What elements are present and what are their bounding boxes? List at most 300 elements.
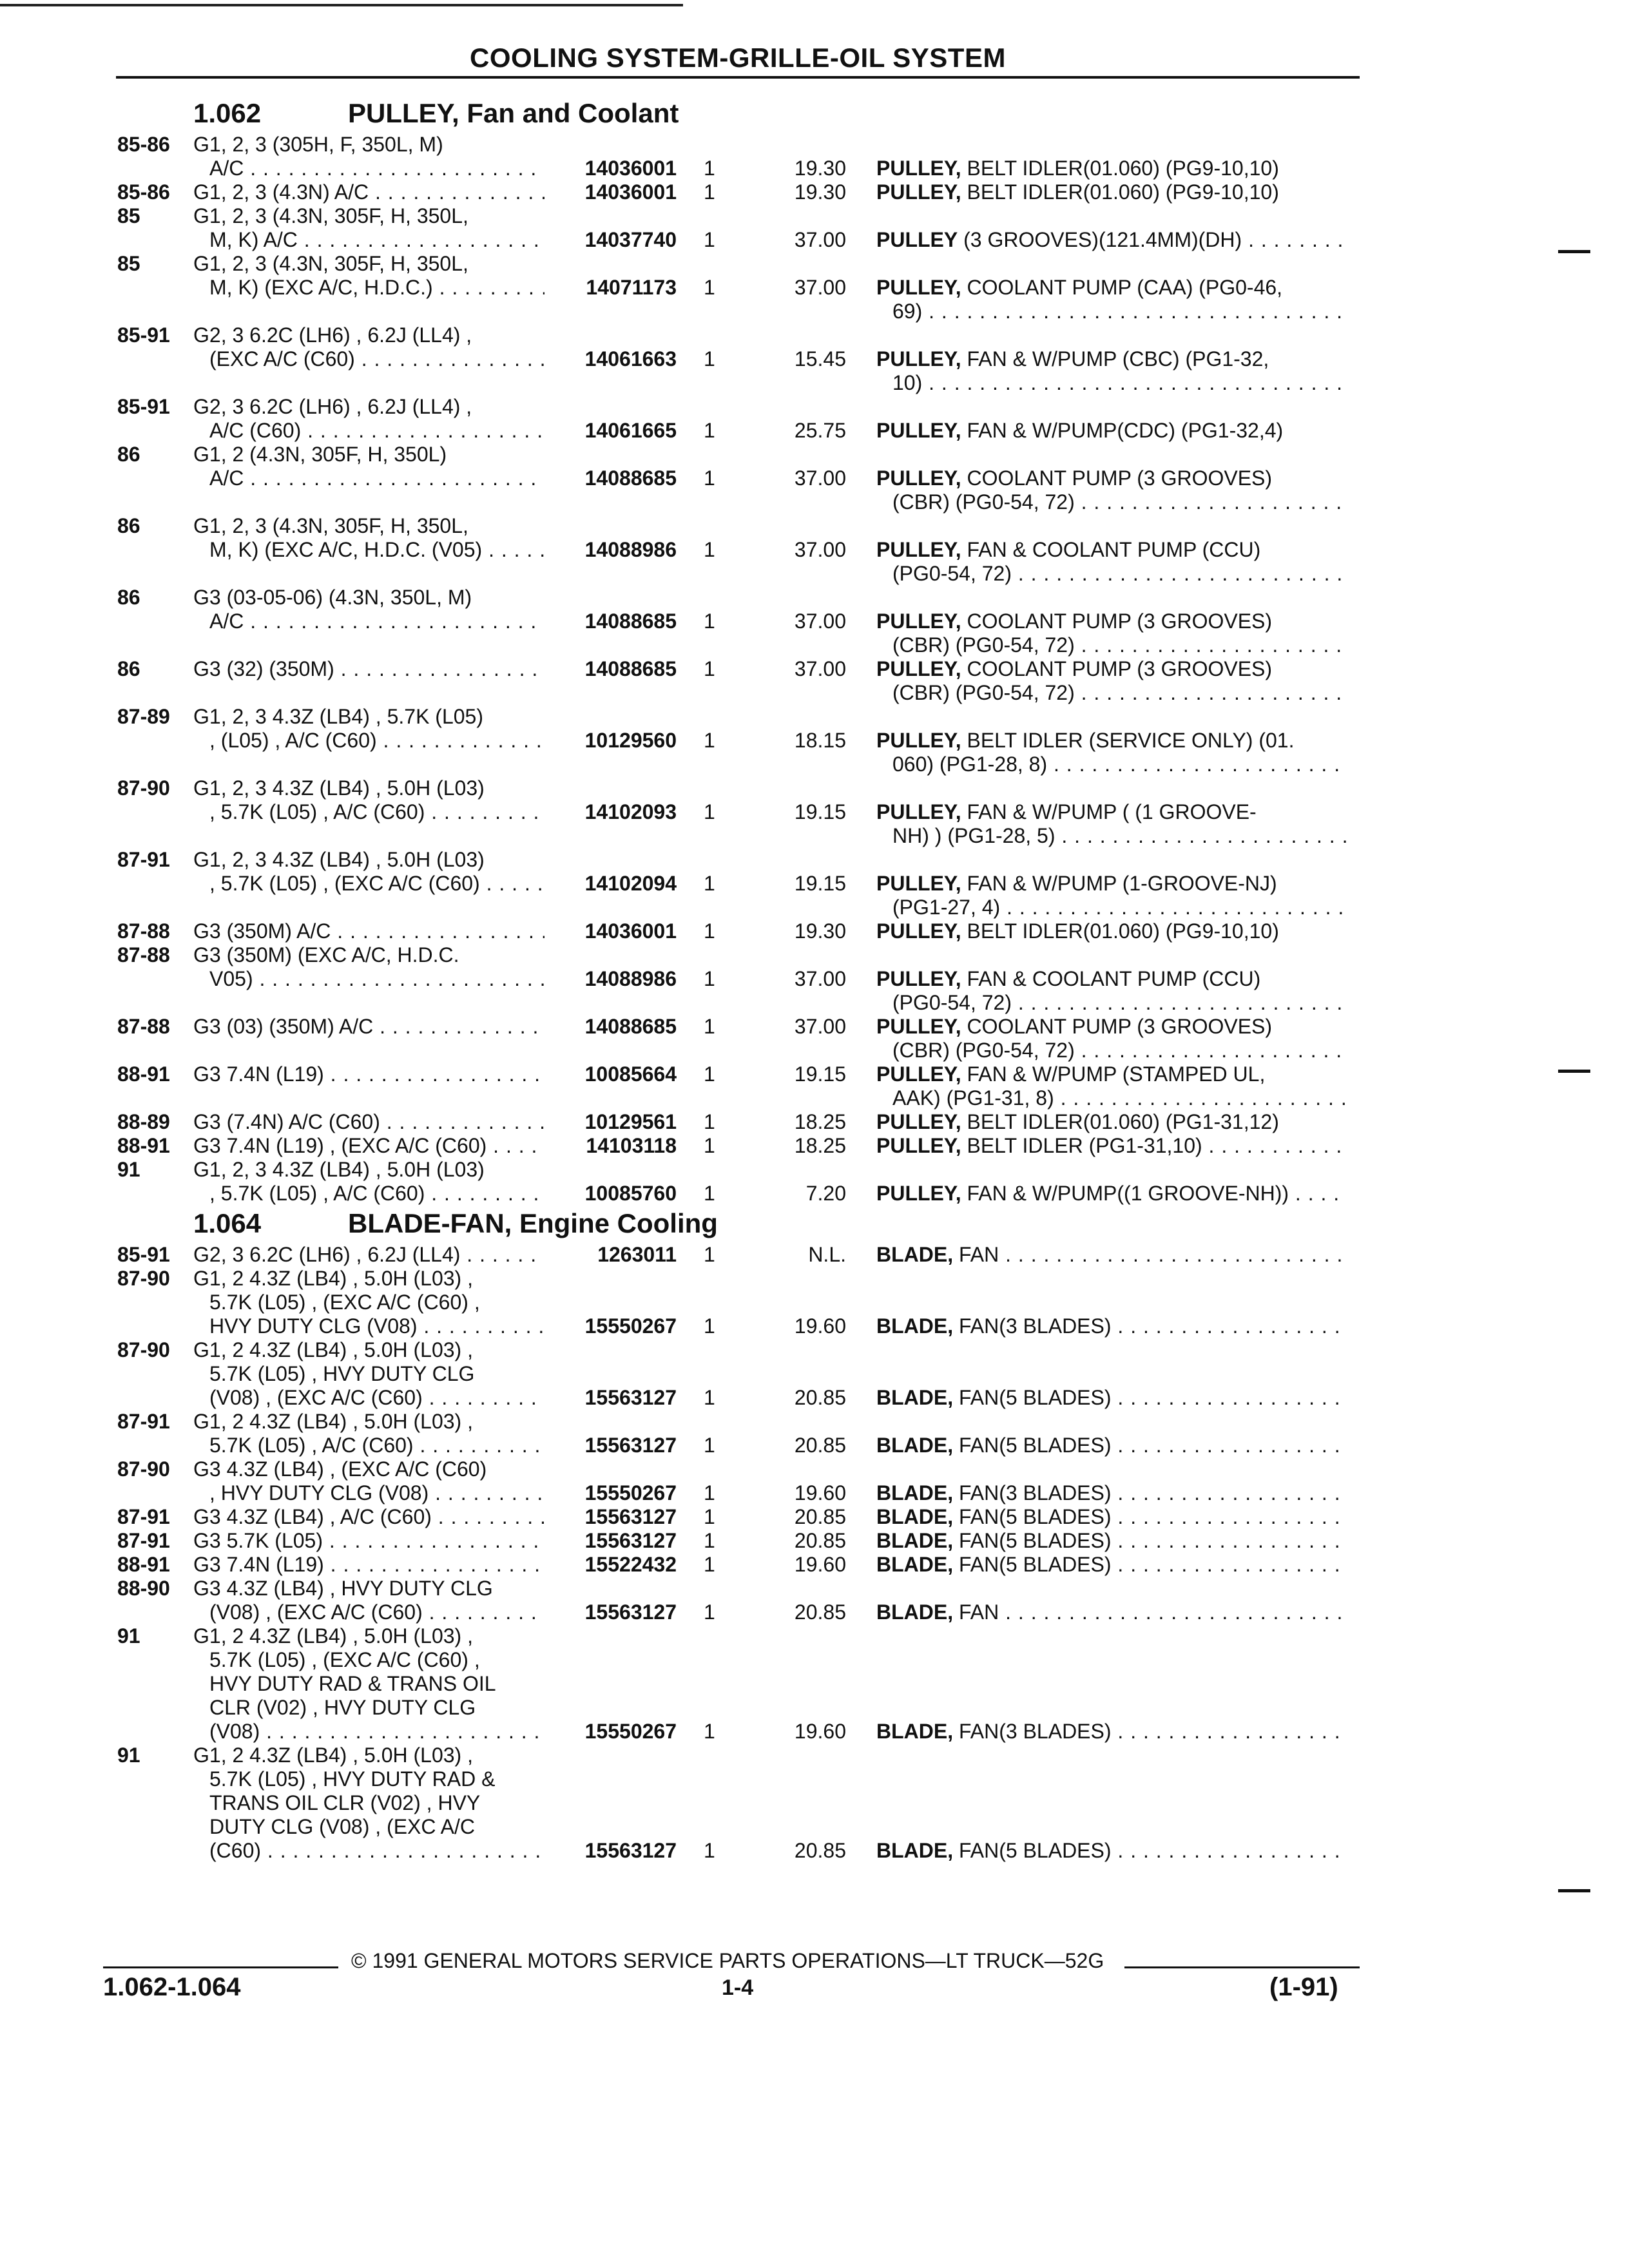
application-text: TRANS OIL CLR (V02) , HVY bbox=[209, 1791, 481, 1814]
quantity: 1 bbox=[704, 967, 715, 990]
application-text: G3 7.4N (L19) . . . bbox=[193, 1062, 545, 1086]
model-years: 88-91 bbox=[117, 1062, 170, 1086]
quantity: 1 bbox=[704, 657, 715, 680]
price: 19.30 bbox=[794, 919, 846, 943]
section-heading bbox=[0, 1206, 1629, 1243]
description-keyword: PULLEY, bbox=[876, 729, 961, 752]
description-keyword: PULLEY, bbox=[876, 347, 961, 370]
application-text: G3 4.3Z (LB4) , HVY DUTY CLG bbox=[193, 1577, 493, 1600]
description-keyword: BLADE, bbox=[876, 1529, 954, 1552]
part-description: BLADE, FAN(3 BLADES) . . . bbox=[876, 1481, 1347, 1505]
parts-entry bbox=[0, 776, 1629, 848]
part-number: 15563127 bbox=[584, 1839, 677, 1862]
entry-line bbox=[0, 228, 1629, 252]
part-number: 15550267 bbox=[584, 1314, 677, 1338]
parts-entry bbox=[0, 204, 1629, 252]
application-text: G1, 2 4.3Z (LB4) , 5.0H (L03) , bbox=[193, 1267, 473, 1290]
application-text: DUTY CLG (V08) , (EXC A/C bbox=[209, 1815, 475, 1838]
price: 37.00 bbox=[794, 466, 846, 490]
parts-entry bbox=[0, 1110, 1629, 1134]
footer-section-range: 1.062-1.064 bbox=[103, 1973, 241, 2001]
price: 37.00 bbox=[794, 228, 846, 251]
application-text: G1, 2, 3 4.3Z (LB4) , 5.7K (L05) bbox=[193, 705, 483, 728]
part-description: 69) . . . bbox=[892, 300, 1347, 323]
description-keyword: PULLEY, bbox=[876, 1182, 961, 1205]
part-description: PULLEY, COOLANT PUMP (CAA) (PG0-46, bbox=[876, 276, 1283, 299]
quantity: 1 bbox=[704, 729, 715, 752]
description-keyword: BLADE, bbox=[876, 1434, 954, 1457]
entry-line bbox=[0, 371, 1629, 395]
application-text: G1, 2, 3 4.3Z (LB4) , 5.0H (L03) bbox=[193, 848, 485, 871]
entry-line bbox=[0, 157, 1629, 180]
entry-line bbox=[0, 1338, 1629, 1362]
entry-line bbox=[0, 300, 1629, 323]
model-years: 87-89 bbox=[117, 705, 170, 728]
description-keyword: PULLEY, bbox=[876, 276, 961, 299]
price: 37.00 bbox=[794, 538, 846, 561]
entry-line bbox=[0, 1815, 1629, 1839]
parts-entry bbox=[0, 1457, 1629, 1505]
quantity: 1 bbox=[704, 1015, 715, 1038]
part-number: 14088986 bbox=[584, 538, 677, 561]
entry-line bbox=[0, 729, 1629, 753]
quantity: 1 bbox=[704, 1553, 715, 1576]
parts-entry bbox=[0, 514, 1629, 586]
description-keyword: PULLEY bbox=[876, 228, 958, 251]
model-years: 87-91 bbox=[117, 1505, 170, 1528]
description-keyword: BLADE, bbox=[876, 1600, 954, 1624]
parts-catalog-body bbox=[0, 95, 1629, 1863]
part-number: 15563127 bbox=[584, 1600, 677, 1624]
price: 19.60 bbox=[794, 1314, 846, 1338]
parts-entry bbox=[0, 943, 1629, 1015]
application-text: (V08) , (EXC A/C (C60) . . . bbox=[209, 1386, 545, 1410]
entry-line bbox=[0, 323, 1629, 347]
entry-line bbox=[0, 657, 1629, 681]
entry-line bbox=[0, 1457, 1629, 1481]
application-text: 5.7K (L05) , (EXC A/C (C60) , bbox=[209, 1648, 480, 1671]
part-description: 10) . . . bbox=[892, 371, 1347, 395]
part-description: PULLEY, BELT IDLER (SERVICE ONLY) (01. bbox=[876, 729, 1295, 752]
part-number: 14088685 bbox=[584, 657, 677, 680]
part-description: (PG0-54, 72) . . . bbox=[892, 562, 1347, 586]
model-years: 88-89 bbox=[117, 1110, 170, 1133]
entry-line bbox=[0, 991, 1629, 1015]
entry-line bbox=[0, 419, 1629, 443]
part-number: 15563127 bbox=[584, 1505, 677, 1528]
footer-page-number: 1-4 bbox=[722, 1975, 754, 2000]
application-text: G3 7.4N (L19) , (EXC A/C (C60) . . . bbox=[193, 1134, 545, 1158]
quantity: 1 bbox=[704, 466, 715, 490]
part-description: (CBR) (PG0-54, 72) . . . bbox=[892, 1039, 1347, 1062]
application-text: CLR (V02) , HVY DUTY CLG bbox=[209, 1696, 476, 1719]
quantity: 1 bbox=[704, 919, 715, 943]
part-number: 14036001 bbox=[584, 157, 677, 180]
parts-entry bbox=[0, 1243, 1629, 1267]
description-keyword: PULLEY, bbox=[876, 157, 961, 180]
part-number: 15563127 bbox=[584, 1386, 677, 1409]
quantity: 1 bbox=[704, 1134, 715, 1157]
quantity: 1 bbox=[704, 180, 715, 204]
parts-entry bbox=[0, 586, 1629, 657]
part-number: 14036001 bbox=[584, 180, 677, 204]
page-title: COOLING SYSTEM-GRILLE-OIL SYSTEM bbox=[470, 43, 1006, 73]
entry-line bbox=[0, 1362, 1629, 1386]
entry-line bbox=[0, 1386, 1629, 1410]
model-years: 87-88 bbox=[117, 943, 170, 966]
footer-revision-date: (1-91) bbox=[1269, 1973, 1338, 2001]
entry-line bbox=[0, 1696, 1629, 1720]
model-years: 85-86 bbox=[117, 180, 170, 204]
entry-line bbox=[0, 1086, 1629, 1110]
parts-entry bbox=[0, 1553, 1629, 1577]
parts-entry bbox=[0, 848, 1629, 919]
part-number: 10129561 bbox=[584, 1110, 677, 1133]
price: 19.60 bbox=[794, 1553, 846, 1576]
quantity: 1 bbox=[704, 1386, 715, 1409]
application-text: G1, 2, 3 (305H, F, 350L, M) bbox=[193, 133, 443, 156]
entry-line bbox=[0, 133, 1629, 157]
application-text: A/C . . . bbox=[209, 610, 545, 633]
part-description: PULLEY (3 GROOVES)(121.4MM)(DH) . . . bbox=[876, 228, 1347, 252]
application-text: 5.7K (L05) , A/C (C60) . . . bbox=[209, 1434, 545, 1457]
part-description: NH) ) (PG1-28, 5) . . . bbox=[892, 824, 1347, 848]
application-text: A/C (C60) . . . bbox=[209, 419, 545, 443]
application-text: A/C . . . bbox=[209, 157, 545, 180]
entry-line bbox=[0, 1015, 1629, 1039]
application-text: (EXC A/C (C60) . . . bbox=[209, 347, 545, 371]
entry-line bbox=[0, 1720, 1629, 1744]
application-text: G3 5.7K (L05) . . . bbox=[193, 1529, 545, 1553]
part-number: 10085664 bbox=[584, 1062, 677, 1086]
footer-rule-right bbox=[1124, 1966, 1360, 1968]
part-description: PULLEY, BELT IDLER(01.060) (PG9-10,10) bbox=[876, 157, 1279, 180]
model-years: 87-88 bbox=[117, 919, 170, 943]
entry-line bbox=[0, 466, 1629, 490]
part-description: BLADE, FAN(5 BLADES) . . . bbox=[876, 1553, 1347, 1577]
model-years: 88-91 bbox=[117, 1134, 170, 1157]
parts-entry bbox=[0, 1744, 1629, 1863]
description-keyword: BLADE, bbox=[876, 1553, 954, 1576]
quantity: 1 bbox=[704, 228, 715, 251]
entry-line bbox=[0, 538, 1629, 562]
price: 37.00 bbox=[794, 1015, 846, 1038]
entry-line bbox=[0, 347, 1629, 371]
model-years: 87-90 bbox=[117, 1267, 170, 1290]
entry-line bbox=[0, 586, 1629, 610]
model-years: 91 bbox=[117, 1158, 140, 1181]
part-description: BLADE, FAN(5 BLADES) . . . bbox=[876, 1529, 1347, 1553]
description-keyword: PULLEY, bbox=[876, 1110, 961, 1133]
entry-line bbox=[0, 1767, 1629, 1791]
entry-line bbox=[0, 1243, 1629, 1267]
part-description: PULLEY, FAN & W/PUMP (STAMPED UL, bbox=[876, 1062, 1266, 1086]
application-text: G3 (32) (350M) . . . bbox=[193, 657, 545, 681]
part-number: 14036001 bbox=[584, 919, 677, 943]
application-text: G2, 3 6.2C (LH6) , 6.2J (LL4) , bbox=[193, 395, 472, 418]
entry-line bbox=[0, 1134, 1629, 1158]
part-number: 15563127 bbox=[584, 1434, 677, 1457]
description-keyword: BLADE, bbox=[876, 1386, 954, 1409]
description-keyword: BLADE, bbox=[876, 1314, 954, 1338]
model-years: 85-91 bbox=[117, 323, 170, 347]
part-description: BLADE, FAN(5 BLADES) . . . bbox=[876, 1839, 1347, 1863]
parts-entry bbox=[0, 1338, 1629, 1410]
part-number: 14061665 bbox=[584, 419, 677, 442]
part-description: 060) (PG1-28, 8) . . . bbox=[892, 753, 1347, 776]
part-description: PULLEY, FAN & W/PUMP(CDC) (PG1-32,4) bbox=[876, 419, 1284, 442]
margin-tick-mark bbox=[1558, 1889, 1590, 1892]
application-text: , (L05) , A/C (C60) . . . bbox=[209, 729, 545, 753]
price: 19.15 bbox=[794, 872, 846, 895]
application-text: 5.7K (L05) , (EXC A/C (C60) , bbox=[209, 1291, 480, 1314]
part-description: PULLEY, COOLANT PUMP (3 GROOVES) bbox=[876, 466, 1273, 490]
model-years: 87-91 bbox=[117, 1529, 170, 1552]
application-text: G3 (03-05-06) (4.3N, 350L, M) bbox=[193, 586, 472, 609]
section-title: BLADE-FAN, Engine Cooling bbox=[348, 1208, 718, 1238]
part-description: PULLEY, BELT IDLER(01.060) (PG9-10,10) bbox=[876, 180, 1279, 204]
quantity: 1 bbox=[704, 276, 715, 299]
part-description: PULLEY, COOLANT PUMP (3 GROOVES) bbox=[876, 610, 1273, 633]
entry-line bbox=[0, 514, 1629, 538]
part-description: (PG1-27, 4) . . . bbox=[892, 896, 1347, 919]
part-description: BLADE, FAN . . . bbox=[876, 1243, 1347, 1267]
quantity: 1 bbox=[704, 800, 715, 823]
part-description: PULLEY, COOLANT PUMP (3 GROOVES) bbox=[876, 1015, 1273, 1038]
model-years: 86 bbox=[117, 657, 140, 680]
application-text: , 5.7K (L05) , (EXC A/C (C60) . . . bbox=[209, 872, 545, 896]
description-keyword: PULLEY, bbox=[876, 919, 961, 943]
entry-line bbox=[0, 204, 1629, 228]
price: 18.15 bbox=[794, 729, 846, 752]
entry-line bbox=[0, 1791, 1629, 1815]
entry-line bbox=[0, 1839, 1629, 1863]
price: 25.75 bbox=[794, 419, 846, 442]
part-number: 14102093 bbox=[584, 800, 677, 823]
model-years: 88-90 bbox=[117, 1577, 170, 1600]
margin-tick-mark bbox=[1558, 250, 1590, 253]
entry-line bbox=[0, 252, 1629, 276]
part-description: BLADE, FAN(3 BLADES) . . . bbox=[876, 1720, 1347, 1744]
description-keyword: PULLEY, bbox=[876, 466, 961, 490]
description-keyword: BLADE, bbox=[876, 1505, 954, 1528]
quantity: 1 bbox=[704, 1481, 715, 1504]
application-text: G1, 2 4.3Z (LB4) , 5.0H (L03) , bbox=[193, 1624, 473, 1648]
application-text: G1, 2 4.3Z (LB4) , 5.0H (L03) , bbox=[193, 1338, 473, 1361]
part-number: 14071173 bbox=[586, 276, 677, 299]
application-text: G1, 2 4.3Z (LB4) , 5.0H (L03) , bbox=[193, 1744, 473, 1767]
parts-entry bbox=[0, 133, 1629, 180]
model-years: 87-88 bbox=[117, 1015, 170, 1038]
application-text: 5.7K (L05) , HVY DUTY CLG bbox=[209, 1362, 475, 1385]
price: 19.30 bbox=[794, 157, 846, 180]
part-description: PULLEY, BELT IDLER(01.060) (PG1-31,12) bbox=[876, 1110, 1279, 1133]
quantity: 1 bbox=[704, 1839, 715, 1862]
part-description: PULLEY, BELT IDLER (PG1-31,10) . . . bbox=[876, 1134, 1347, 1158]
application-text: G1, 2 (4.3N, 305F, H, 350L) bbox=[193, 443, 447, 466]
application-text: G1, 2, 3 4.3Z (LB4) , 5.0H (L03) bbox=[193, 1158, 485, 1181]
price: 20.85 bbox=[794, 1434, 846, 1457]
price: 37.00 bbox=[794, 657, 846, 680]
part-number: 1263011 bbox=[597, 1243, 677, 1266]
description-keyword: PULLEY, bbox=[876, 419, 961, 442]
part-number: 14088685 bbox=[584, 466, 677, 490]
application-text: G3 4.3Z (LB4) , A/C (C60) . . . bbox=[193, 1505, 545, 1529]
application-text: , 5.7K (L05) , A/C (C60) . . . bbox=[209, 800, 545, 824]
entry-line bbox=[0, 1624, 1629, 1648]
quantity: 1 bbox=[704, 1314, 715, 1338]
part-description: (CBR) (PG0-54, 72) . . . bbox=[892, 633, 1347, 657]
model-years: 85-86 bbox=[117, 133, 170, 156]
entry-line bbox=[0, 1039, 1629, 1062]
parts-entry bbox=[0, 1062, 1629, 1110]
quantity: 1 bbox=[704, 1062, 715, 1086]
model-years: 86 bbox=[117, 514, 140, 537]
part-description: PULLEY, FAN & COOLANT PUMP (CCU) bbox=[876, 538, 1261, 561]
entry-line bbox=[0, 943, 1629, 967]
quantity: 1 bbox=[704, 419, 715, 442]
description-keyword: PULLEY, bbox=[876, 800, 961, 823]
application-text: M, K) A/C . . . bbox=[209, 228, 545, 252]
quantity: 1 bbox=[704, 538, 715, 561]
price: 37.00 bbox=[794, 967, 846, 990]
entry-line bbox=[0, 1291, 1629, 1314]
price: 7.20 bbox=[805, 1182, 846, 1205]
application-text: G3 (350M) A/C . . . bbox=[193, 919, 545, 943]
entry-line bbox=[0, 1505, 1629, 1529]
parts-entry bbox=[0, 180, 1629, 204]
section-title: PULLEY, Fan and Coolant bbox=[348, 98, 679, 128]
entry-line bbox=[0, 1648, 1629, 1672]
part-description: BLADE, FAN(5 BLADES) . . . bbox=[876, 1505, 1347, 1529]
section-heading bbox=[0, 95, 1629, 133]
description-keyword: PULLEY, bbox=[876, 1062, 961, 1086]
model-years: 87-90 bbox=[117, 776, 170, 800]
application-text: G3 (03) (350M) A/C . . . bbox=[193, 1015, 545, 1039]
part-description: PULLEY, FAN & W/PUMP (1-GROOVE-NJ) bbox=[876, 872, 1277, 895]
price: 19.15 bbox=[794, 800, 846, 823]
application-text: HVY DUTY CLG (V08) . . . bbox=[209, 1314, 545, 1338]
part-number: 10085760 bbox=[584, 1182, 677, 1205]
description-keyword: BLADE, bbox=[876, 1243, 954, 1266]
entry-line bbox=[0, 1577, 1629, 1600]
application-text: G3 7.4N (L19) . . . bbox=[193, 1553, 545, 1577]
parts-entry bbox=[0, 1158, 1629, 1206]
application-text: G3 4.3Z (LB4) , (EXC A/C (C60) bbox=[193, 1457, 487, 1481]
description-keyword: PULLEY, bbox=[876, 180, 961, 204]
entry-line bbox=[0, 1529, 1629, 1553]
parts-entry bbox=[0, 657, 1629, 705]
part-number: 14088685 bbox=[584, 1015, 677, 1038]
top-rule bbox=[0, 4, 683, 6]
part-number: 15550267 bbox=[584, 1720, 677, 1743]
price: 19.15 bbox=[794, 1062, 846, 1086]
model-years: 91 bbox=[117, 1744, 140, 1767]
part-description: BLADE, FAN(5 BLADES) . . . bbox=[876, 1434, 1347, 1457]
section-number: 1.064 bbox=[193, 1208, 262, 1238]
model-years: 85-91 bbox=[117, 395, 170, 418]
parts-entry bbox=[0, 252, 1629, 323]
entry-line bbox=[0, 1744, 1629, 1767]
description-keyword: PULLEY, bbox=[876, 967, 961, 990]
price: 20.85 bbox=[794, 1839, 846, 1862]
quantity: 1 bbox=[704, 1529, 715, 1552]
part-description: PULLEY, FAN & W/PUMP (CBC) (PG1-32, bbox=[876, 347, 1269, 370]
model-years: 85-91 bbox=[117, 1243, 170, 1266]
parts-entry bbox=[0, 323, 1629, 395]
application-text: (C60) . . . bbox=[209, 1839, 545, 1863]
entry-line bbox=[0, 1062, 1629, 1086]
description-keyword: PULLEY, bbox=[876, 1015, 961, 1038]
part-number: 14088685 bbox=[584, 610, 677, 633]
application-text: G1, 2, 3 (4.3N) A/C . . . bbox=[193, 180, 545, 204]
model-years: 86 bbox=[117, 586, 140, 609]
parts-entry bbox=[0, 395, 1629, 443]
parts-entry bbox=[0, 1134, 1629, 1158]
part-number: 14037740 bbox=[584, 228, 677, 251]
parts-entry bbox=[0, 443, 1629, 514]
part-description: AAK) (PG1-31, 8) . . . bbox=[892, 1086, 1347, 1110]
margin-tick-mark bbox=[1558, 1070, 1590, 1073]
part-description: PULLEY, BELT IDLER(01.060) (PG9-10,10) bbox=[876, 919, 1279, 943]
quantity: 1 bbox=[704, 347, 715, 370]
part-description: PULLEY, COOLANT PUMP (3 GROOVES) bbox=[876, 657, 1273, 680]
application-text: G3 (350M) (EXC A/C, H.D.C. bbox=[193, 943, 459, 966]
parts-entry bbox=[0, 1267, 1629, 1338]
part-description: BLADE, FAN(5 BLADES) . . . bbox=[876, 1386, 1347, 1410]
entry-line bbox=[0, 1600, 1629, 1624]
parts-entry bbox=[0, 919, 1629, 943]
part-description: PULLEY, FAN & COOLANT PUMP (CCU) bbox=[876, 967, 1261, 990]
description-keyword: PULLEY, bbox=[876, 657, 961, 680]
quantity: 1 bbox=[704, 1110, 715, 1133]
footer-rule-left bbox=[103, 1966, 338, 1968]
price: 20.85 bbox=[794, 1386, 846, 1409]
entry-line bbox=[0, 443, 1629, 466]
entry-line bbox=[0, 180, 1629, 204]
application-text: G1, 2, 3 (4.3N, 305F, H, 350L, bbox=[193, 252, 468, 275]
application-text: G1, 2 4.3Z (LB4) , 5.0H (L03) , bbox=[193, 1410, 473, 1433]
part-number: 14102094 bbox=[584, 872, 677, 895]
part-number: 10129560 bbox=[584, 729, 677, 752]
quantity: 1 bbox=[704, 610, 715, 633]
entry-line bbox=[0, 824, 1629, 848]
application-text: G2, 3 6.2C (LH6) , 6.2J (LL4) . . . bbox=[193, 1243, 545, 1267]
page-header bbox=[116, 39, 1360, 79]
parts-entry bbox=[0, 705, 1629, 776]
entry-line bbox=[0, 395, 1629, 419]
description-keyword: PULLEY, bbox=[876, 538, 961, 561]
entry-line bbox=[0, 776, 1629, 800]
quantity: 1 bbox=[704, 1505, 715, 1528]
model-years: 85 bbox=[117, 252, 140, 275]
application-text: , HVY DUTY CLG (V08) . . . bbox=[209, 1481, 545, 1505]
quantity: 1 bbox=[704, 1182, 715, 1205]
quantity: 1 bbox=[704, 1720, 715, 1743]
model-years: 86 bbox=[117, 443, 140, 466]
model-years: 88-91 bbox=[117, 1553, 170, 1576]
part-description: BLADE, FAN . . . bbox=[876, 1600, 1347, 1624]
quantity: 1 bbox=[704, 157, 715, 180]
part-number: 14061663 bbox=[584, 347, 677, 370]
entry-line bbox=[0, 562, 1629, 586]
entry-line bbox=[0, 1110, 1629, 1134]
entry-line bbox=[0, 1553, 1629, 1577]
copyright-notice: © 1991 GENERAL MOTORS SERVICE PARTS OPERATIONS—LT TRUCK—52G bbox=[351, 1949, 1104, 1972]
description-keyword: BLADE, bbox=[876, 1839, 954, 1862]
parts-entry bbox=[0, 1577, 1629, 1624]
quantity: 1 bbox=[704, 1243, 715, 1266]
